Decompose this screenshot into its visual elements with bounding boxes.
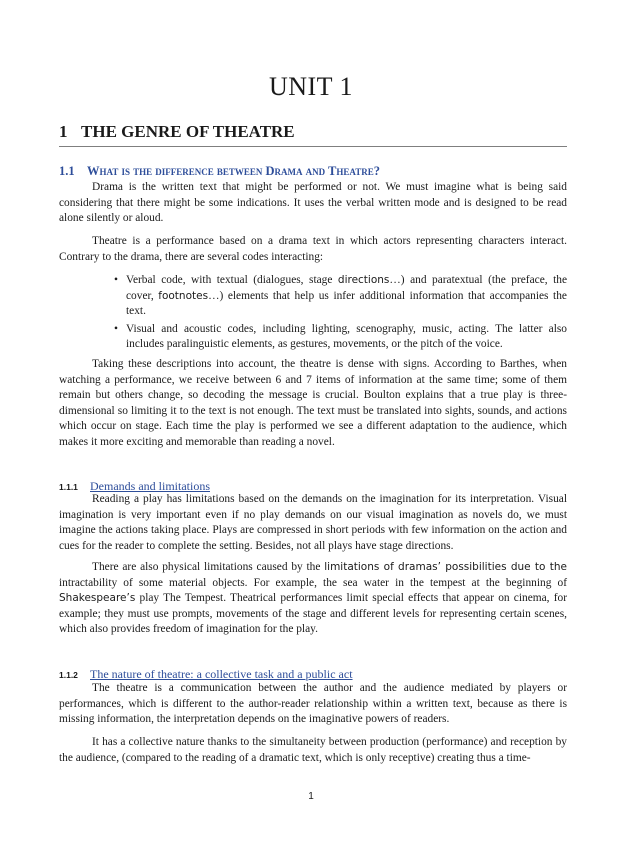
subsection-number: 1.1.1 [59,482,78,492]
section-title: What is the difference between Drama and Theatre? [87,164,380,178]
paragraph-reading-limitations: Reading a play has limitations based on the demands on the imagination for its interpretation. Visual imagination is very important even if no play demands on our visual imagination as novels do, we must imagine the actions taking place. Plays are compressed in short periods with few information on the action and cues for the reader to complete the setting. Besides, not all plays have stage directions. [59,493,567,552]
list-item: • Visual and acoustic codes, including lighting, scenography, music, acting. The latter also includes paralinguistic elements, as gestures, movements, or the pitch of the voice. [114,322,567,350]
chapter-title-initial: T [81,122,93,141]
chapter-heading [59,122,567,147]
list-item: • Verbal code, with textual (dialogues, stage directions…) and paratextual (the preface, the cover, footnotes…) elements that help us infer additional information that accompanies the text. [114,274,568,317]
unit-title: UNIT 1 [268,72,354,101]
chapter-number: 1 [59,122,68,141]
paragraph-drama: Drama is the written text that might be performed or not. We must imagine what is being said considering that there might be some indications. It uses the verbal written mode and is designed to be read alone silently or aloud. [59,181,567,224]
chapter-title-rest: HE GENRE OF THEATRE [92,122,295,141]
paragraph-signs: Taking these descriptions into account, the theatre is dense with signs. According to Barthes, when watching a performance, we receive between 6 and 7 items of information at the same time; some of them remain but others change, so decoding the message is crucial. Boulton explains that a true play is three-dimensional so limiting it to the text is not enough. The text must be translated into sights, sounds, and actions which occur on stage. Each time the play is performed we see a different adaptation to the audience, which makes it more exciting and memorable than reading a novel. [59,358,567,448]
section-heading [59,164,567,179]
subsection-heading-nature [59,667,567,682]
subsection-link-demands[interactable]: Demands and limitations [90,479,210,493]
subsection-link-nature[interactable]: The nature of theatre: a collective task and a public act [90,667,353,681]
paragraph-physical-limitations: There are also physical limitations caused by the limitations of dramas’ possibilities due to the intractability of some material objects. For example, the sea water in the tempest at the beginning of Shakespeare’s play The Tempest. Theatrical performances limit special effects that appear on cinema, for example; they must use prompts, movements of the stage and different levels for representing certain scenes, which also provides freedom of imagination for the play. [59,561,568,635]
bullet-icon: • [114,274,118,286]
subsection-number: 1.1.2 [59,670,78,680]
paragraph-communication: The theatre is a communication between the author and the audience mediated by players or performances, which is different to the author-reader relationship within a written text, because as there is missing information, the interpretation depends on the imaginative powers of readers. [59,682,567,725]
page-number: 1 [308,791,314,802]
paragraph-collective-nature: It has a collective nature thanks to the simultaneity between production (performance) and reception by the audience, (compared to the reading of a dramatic text, which is only receptive) creating thus a time- [59,736,567,764]
bullet-icon: • [114,322,118,335]
section-number: 1.1 [59,164,75,178]
codes-list [59,273,567,355]
paragraph-theatre: Theatre is a performance based on a drama text in which actors representing characters interact. Contrary to the drama, there are several codes interacting: [59,235,567,263]
